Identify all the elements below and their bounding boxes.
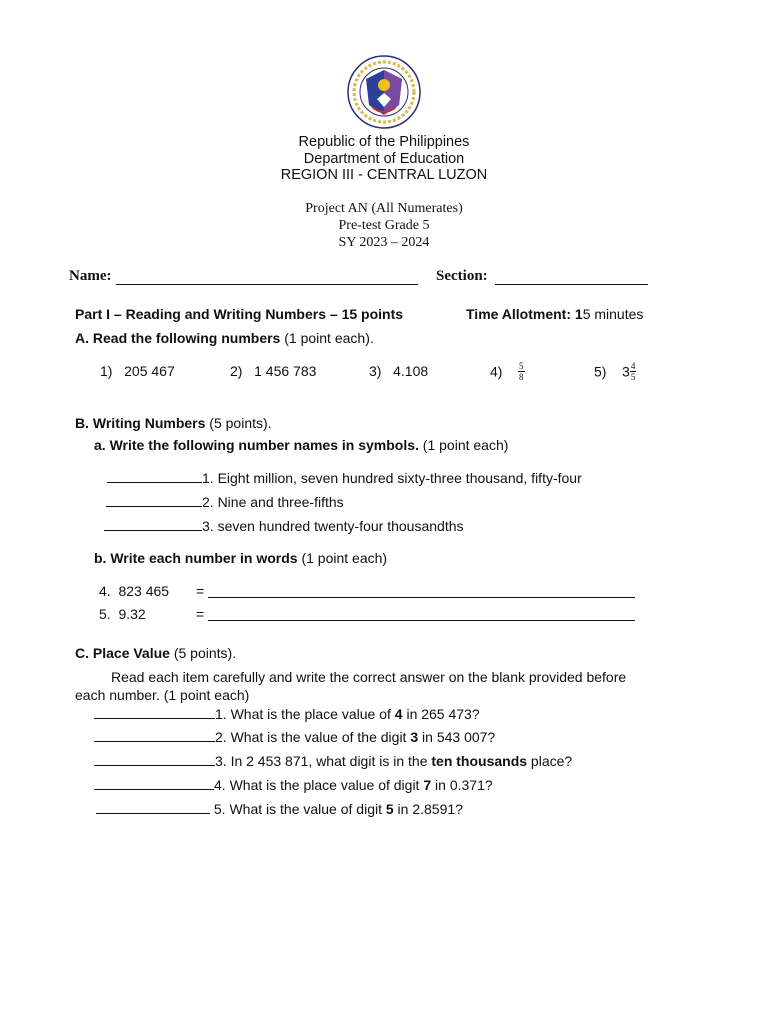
answer-blank[interactable] (96, 813, 210, 814)
section-label: Section: (436, 268, 488, 284)
header-republic: Republic of the Philippines (298, 134, 470, 150)
words-item-4-equals: = (196, 583, 205, 599)
answer-blank[interactable] (94, 741, 215, 742)
place-value-item-2: 2. What is the value of the digit 3 in 543 007? (94, 729, 495, 745)
header-department: Department of Education (303, 151, 465, 167)
header-test: Pre-test Grade 5 (338, 218, 430, 233)
header-project: Project AN (All Numerates) (305, 201, 463, 216)
read-item-2: 2) 1 456 783 (230, 363, 317, 379)
symbols-item-3: 3. seven hundred twenty-four thousandths (104, 518, 464, 534)
place-value-item-5: 5. What is the value of digit 5 in 2.8591? (96, 801, 463, 817)
read-item-1: 1) 205 467 (100, 363, 175, 379)
sectionB-title: B. Writing Numbers (5 points). (75, 415, 272, 431)
sectionC-title: C. Place Value (5 points). (75, 645, 237, 661)
words-item-4-number: 4. 823 465 (99, 583, 170, 599)
part1-title: Part I – Reading and Writing Numbers – 15 points (75, 306, 404, 322)
words-item-5-equals: = (196, 606, 205, 622)
deped-seal-logo (347, 55, 421, 129)
place-value-item-1: 1. What is the place value of 4 in 265 473? (94, 706, 480, 722)
symbols-item-2: 2. Nine and three-fifths (106, 494, 344, 510)
sectionB-b-title: b. Write each number in words (1 point each) (94, 550, 388, 566)
read-item-5: 5) 3 $\frac{4}{5}$ (594, 361, 636, 382)
sectionB-a-title: a. Write the following number names in symbols. (1 point each) (94, 437, 509, 453)
read-item-4: 4) $\frac{5}{8}$ (490, 361, 524, 382)
symbols-item-1: 1. Eight million, seven hundred sixty-three thousand, fifty-four (107, 470, 582, 486)
name-label: Name: (69, 268, 112, 284)
sectionC-instruction-line2: each number. (1 point each) (75, 687, 250, 703)
words-item-5-number: 5. 9.32 (99, 606, 146, 622)
sectionA-title: A. Read the following numbers (1 point each). (75, 330, 374, 346)
fraction-five-eighths: $\frac{5}{8}$ (519, 361, 524, 382)
place-value-item-4: 4. What is the place value of digit 7 in 0.371? (94, 777, 493, 793)
fraction-four-fifths: $\frac{4}{5}$ (630, 361, 636, 382)
answer-blank[interactable] (104, 530, 202, 531)
answer-blank[interactable] (94, 718, 215, 719)
answer-blank[interactable] (94, 789, 214, 790)
time-allotment: Time Allotment: 15 minutes (466, 306, 644, 322)
section-blank[interactable] (495, 270, 648, 285)
place-value-item-3: 3. In 2 453 871, what digit is in the ten thousands place? (94, 753, 572, 769)
answer-blank[interactable] (106, 506, 202, 507)
read-item-3: 3) 4.108 (369, 363, 429, 379)
header-region: REGION III - CENTRAL LUZON (280, 167, 488, 183)
answer-blank[interactable] (94, 765, 215, 766)
answer-blank[interactable] (107, 482, 202, 483)
words-item-5-blank[interactable] (208, 606, 635, 621)
sectionC-instruction-line1: Read each item carefully and write the correct answer on the blank provided before (111, 669, 627, 685)
header-school-year: SY 2023 – 2024 (338, 235, 430, 250)
words-item-4-blank[interactable] (208, 583, 635, 598)
name-blank[interactable] (116, 270, 418, 285)
